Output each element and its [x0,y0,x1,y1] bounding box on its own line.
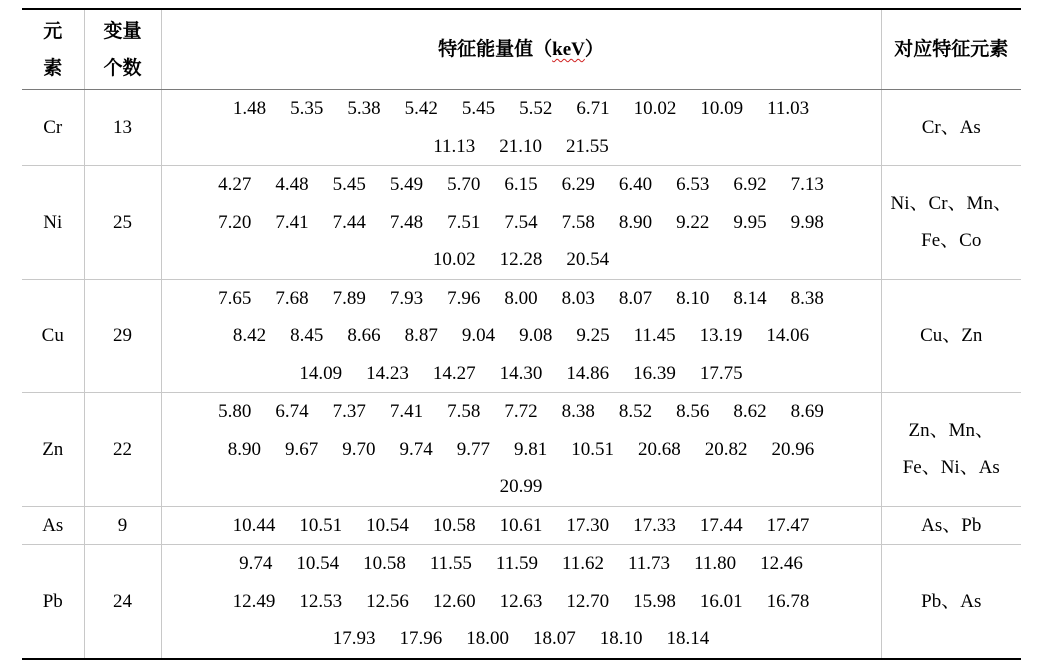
energy-value: 14.06 [766,325,810,346]
energy-value: 7.41 [389,401,424,422]
cell-element: Cr [22,90,84,166]
energy-value: 20.96 [771,438,815,460]
energy-value: 7.54 [504,211,538,233]
energy-value: 14.27 [432,362,476,384]
energy-value: 9.98 [790,211,824,233]
energy-value: 8.90 [227,438,261,460]
table-row [22,166,1021,280]
energy-value: 12.53 [299,590,343,612]
cell-energy-values [161,90,881,166]
energy-value: 14.23 [366,362,409,384]
cell-corresponding-elements [881,393,1021,507]
energy-value: 6.29 [561,174,595,195]
corresponding-elements-text: Ni、Cr、Mn、Fe、Co [890,192,1012,252]
corresponding-elements-text: Cr、As [921,116,981,138]
energy-value: 20.54 [566,249,610,270]
energy-value: 20.82 [704,438,748,460]
energy-line [162,355,881,393]
energy-value: 10.44 [232,514,276,536]
energy-value: 14.86 [566,362,610,384]
energy-line [162,204,881,242]
energy-value: 9.70 [342,438,376,460]
energy-value: 9.25 [576,325,610,346]
energy-value: 8.90 [618,211,653,233]
energy-value: 10.58 [363,553,406,574]
energy-value: 8.62 [733,401,767,422]
cell-energy-values [161,393,881,507]
energy-line [162,241,881,279]
table-header-row [22,9,1021,90]
cell-element: As [22,506,84,545]
energy-value: 5.35 [290,98,324,119]
energy-value: 7.44 [332,211,366,233]
cell-corresponding-elements [881,90,1021,166]
energy-value: 8.38 [790,287,824,309]
energy-value: 21.10 [499,135,543,157]
energy-value: 8.14 [733,287,767,309]
energy-line [162,90,881,128]
energy-value: 14.30 [499,362,543,384]
energy-value: 20.68 [638,438,681,460]
energy-value: 7.72 [504,401,538,422]
energy-value: 11.80 [694,553,737,574]
table-row [22,393,1021,507]
energy-value: 8.00 [504,287,538,309]
cell-energy-values [161,545,881,659]
energy-value: 17.75 [699,362,743,384]
corresponding-elements-text: As、Pb [921,514,982,536]
header-energy-unit: keV [552,39,585,60]
energy-value: 10.51 [571,438,614,460]
energy-value: 7.13 [790,174,824,195]
energy-value: 9.74 [239,553,273,574]
table-body [22,90,1021,659]
energy-line [162,583,881,621]
header-corresponding-elements: 对应特征元素 [881,9,1021,90]
energy-value: 12.70 [566,590,610,612]
energy-value: 8.38 [561,401,595,422]
energy-value: 11.03 [767,98,810,119]
energy-value: 8.03 [561,287,595,309]
energy-value: 10.02 [432,249,476,270]
energy-line [162,620,881,658]
energy-value: 17.93 [332,628,376,649]
energy-value: 1.48 [232,98,267,119]
energy-value: 18.10 [599,628,643,649]
cell-element: Zn [22,393,84,507]
header-variable-count: 变量个数 [84,9,161,90]
energy-value: 14.09 [299,362,343,384]
energy-value: 12.56 [366,590,409,612]
energy-value: 10.02 [633,98,677,119]
energy-value: 10.09 [700,98,744,119]
energy-value: 7.89 [332,287,366,309]
energy-value: 5.52 [519,98,553,119]
energy-value: 10.54 [296,553,340,574]
energy-value: 9.81 [514,438,548,460]
energy-value: 7.41 [275,211,309,233]
energy-value: 10.54 [366,514,409,536]
energy-value: 9.67 [285,438,319,460]
header-energy-suffix: ） [584,39,604,60]
energy-value: 18.14 [666,628,710,649]
table-row [22,506,1021,545]
energy-value: 7.68 [275,287,309,309]
energy-value: 21.55 [566,135,609,157]
energy-value: 7.20 [218,211,252,233]
energy-table-container [22,8,1021,660]
header-element: 元素 [22,9,84,90]
energy-value: 12.49 [232,590,276,612]
characteristic-energy-table [22,8,1021,660]
energy-value: 9.77 [456,438,490,460]
energy-value: 6.15 [504,174,538,195]
energy-value: 4.27 [218,174,252,195]
energy-line [162,507,881,545]
cell-corresponding-elements [881,166,1021,280]
energy-value: 17.33 [633,514,676,536]
energy-value: 8.52 [618,401,653,422]
energy-value: 8.66 [347,325,381,346]
energy-value: 9.74 [399,438,433,460]
energy-value: 6.71 [576,98,610,119]
energy-line [162,128,881,166]
energy-value: 13.19 [699,325,743,346]
energy-value: 7.48 [389,211,424,233]
cell-variable-count: 25 [84,166,161,280]
energy-value: 12.60 [432,590,476,612]
cell-corresponding-elements [881,545,1021,659]
energy-value: 17.30 [566,514,610,536]
energy-line [162,393,881,431]
cell-variable-count: 22 [84,393,161,507]
energy-value: 6.40 [618,174,653,195]
energy-value: 11.13 [433,135,476,157]
energy-value: 7.37 [332,401,366,422]
header-characteristic-energy [161,9,881,90]
energy-value: 12.63 [499,590,543,612]
energy-value: 4.48 [275,174,309,195]
energy-value: 17.47 [766,514,810,536]
energy-value: 16.01 [699,590,743,612]
energy-value: 9.95 [733,211,767,233]
energy-value: 10.51 [299,514,343,536]
energy-value: 20.99 [499,476,543,497]
energy-value: 7.58 [561,211,595,233]
energy-value: 5.45 [461,98,496,119]
energy-value: 9.04 [461,325,496,346]
energy-value: 16.39 [633,362,676,384]
energy-value: 10.61 [499,514,543,536]
corresponding-elements-text: Cu、Zn [920,325,983,346]
energy-value: 5.42 [404,98,438,119]
energy-line [162,166,881,204]
cell-variable-count: 24 [84,545,161,659]
cell-element: Cu [22,279,84,393]
energy-value: 7.58 [447,401,481,422]
cell-element: Pb [22,545,84,659]
cell-variable-count: 13 [84,90,161,166]
energy-value: 5.49 [389,174,424,195]
energy-value: 5.45 [332,174,366,195]
energy-value: 7.65 [218,287,252,309]
energy-value: 9.22 [676,211,710,233]
table-row [22,90,1021,166]
energy-line [162,280,881,318]
energy-value: 8.07 [618,287,653,309]
energy-line [162,317,881,355]
energy-value: 11.59 [495,553,538,574]
energy-value: 11.45 [633,325,676,346]
energy-value: 5.70 [447,174,481,195]
energy-value: 8.42 [232,325,267,346]
energy-value: 10.58 [432,514,476,536]
energy-value: 17.96 [399,628,443,649]
energy-value: 11.62 [561,553,605,574]
energy-value: 8.10 [676,287,710,309]
energy-value: 8.45 [290,325,324,346]
energy-value: 8.69 [790,401,824,422]
energy-value: 18.00 [466,628,509,649]
energy-value: 16.78 [766,590,810,612]
corresponding-elements-text: Zn、Mn、Fe、Ni、As [902,419,1000,479]
energy-value: 8.56 [676,401,710,422]
energy-value: 11.55 [429,553,472,574]
cell-energy-values [161,506,881,545]
energy-value: 6.74 [275,401,309,422]
energy-value: 7.93 [389,287,424,309]
energy-value: 17.44 [699,514,743,536]
energy-value: 18.07 [533,628,576,649]
corresponding-elements-text: Pb、As [921,590,982,612]
energy-value: 15.98 [633,590,676,612]
energy-value: 5.80 [218,401,252,422]
cell-variable-count: 9 [84,506,161,545]
cell-energy-values [161,166,881,280]
cell-variable-count: 29 [84,279,161,393]
energy-value: 7.51 [447,211,481,233]
energy-value: 5.38 [347,98,381,119]
energy-value: 11.73 [628,553,671,574]
energy-line [162,468,881,506]
energy-line [162,431,881,469]
cell-corresponding-elements [881,506,1021,545]
cell-corresponding-elements [881,279,1021,393]
cell-element: Ni [22,166,84,280]
header-energy-prefix: 特征能量值（ [438,39,553,60]
energy-value: 9.08 [519,325,553,346]
energy-value: 6.53 [676,174,710,195]
table-row [22,279,1021,393]
energy-value: 12.46 [760,553,803,574]
energy-value: 7.96 [447,287,481,309]
table-row [22,545,1021,659]
energy-line [162,545,881,583]
energy-value: 8.87 [404,325,438,346]
cell-energy-values [161,279,881,393]
energy-value: 6.92 [733,174,767,195]
energy-value: 12.28 [499,249,543,270]
